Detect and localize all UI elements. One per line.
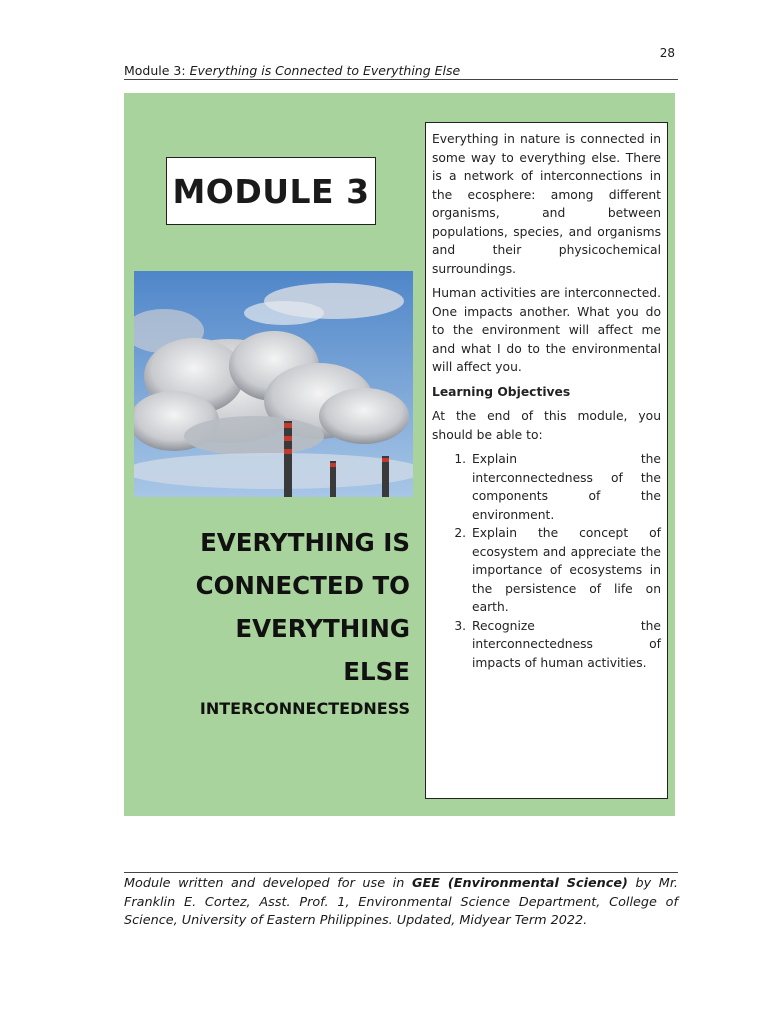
intro-paragraph-1: Everything in nature is connected in some way to everything else. There is a network of interconnections in the ecosphere: among different organisms, and between populations, species, and organisms and their physicochemical surroundings. [432, 132, 661, 276]
objectives-lead: At the end of this module, you should be able to: [432, 409, 661, 442]
header-prefix: Module 3: [124, 63, 190, 78]
intro-paragraph-2: Human activities are interconnected. One impacts another. What you do to the environment will affect me and what I do to the environmental will affect you. [432, 286, 661, 374]
objectives-heading: Learning Objectives [432, 384, 571, 399]
module-subtitle: INTERCONNECTEDNESS [199, 699, 410, 718]
footer-post: by Mr. Franklin E. Cortez, Asst. Prof. 1, Environmental Science Department, College of Science, University of Eastern Philippines. Updated, Midyear Term 2022. [124, 876, 678, 928]
module-label: MODULE 3 [172, 171, 370, 211]
footer-pre: Module written and developed for use in [124, 876, 412, 891]
smokestack-photo [134, 271, 413, 497]
page-number: 28 [659, 46, 675, 60]
module-title-line-1: EVERYTHING IS [200, 528, 410, 557]
intro-text-box [425, 122, 668, 799]
objective-item: 2. Explain the concept of ecosystem and appreciate the importance of ecosystems in the persistence of life on earth. [470, 524, 661, 617]
objective-item: 1. Explain the interconnectedness of the components of the environment. [470, 450, 661, 524]
header-title: Everything is Connected to Everything Else [189, 63, 461, 78]
module-title-line-3: EVERYTHING [235, 614, 410, 643]
module-title-line-4: ELSE [343, 657, 410, 686]
module-label-box [166, 157, 376, 225]
objective-item: 3. Recognize the interconnectedness of impacts of human activities. [470, 617, 661, 673]
running-header [124, 63, 678, 80]
module-cover-panel [124, 93, 675, 816]
footer-course: GEE (Environmental Science) [411, 876, 628, 891]
footer-credit [124, 872, 678, 931]
module-title-line-2: CONNECTED TO [195, 571, 410, 600]
smokestack-image [134, 271, 413, 497]
module-title [120, 521, 410, 693]
objectives-list [432, 450, 661, 672]
